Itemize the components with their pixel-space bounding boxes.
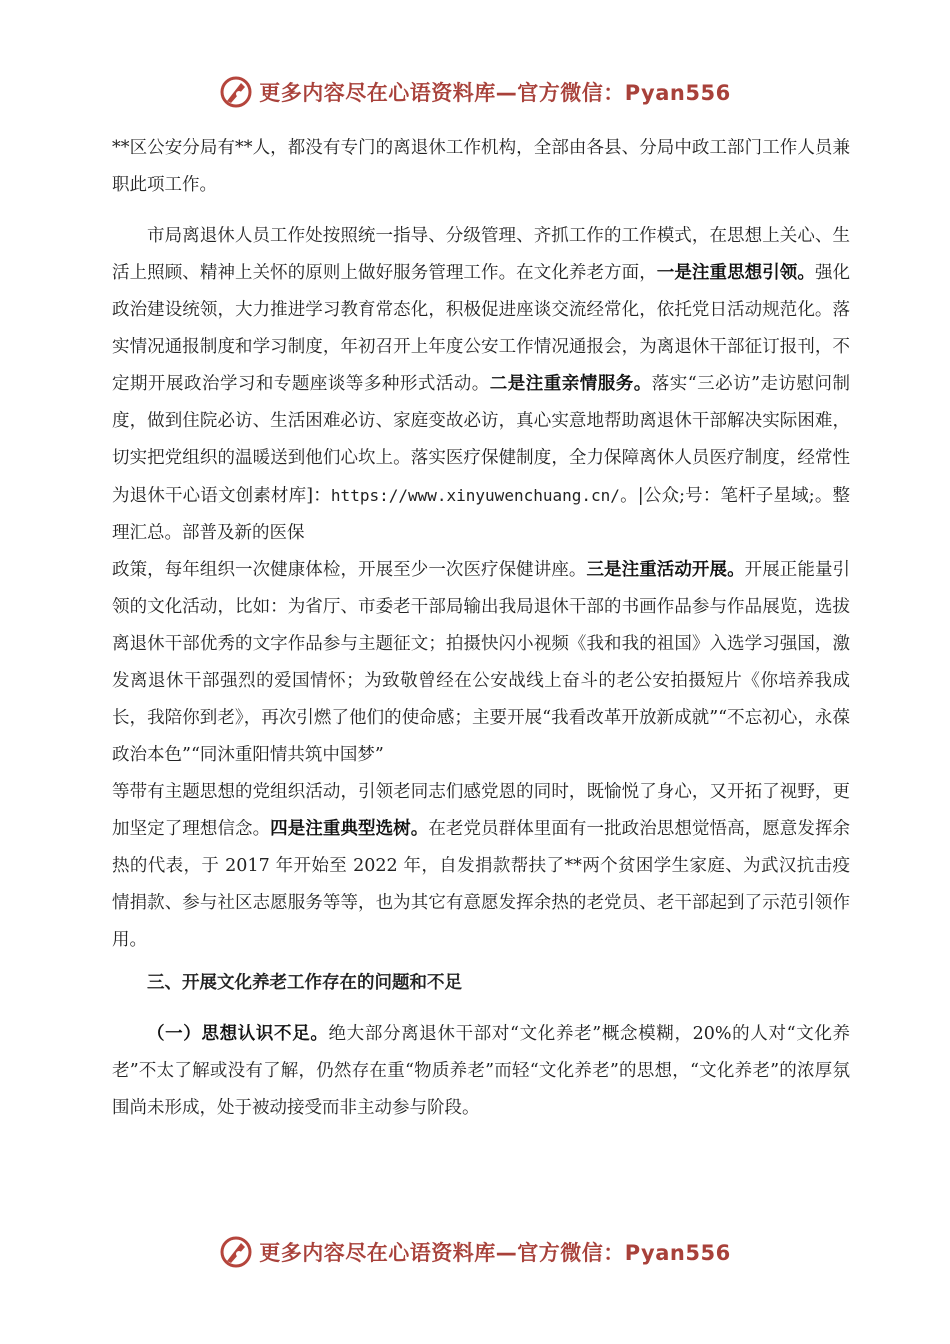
section-heading: 三、开展文化养老工作存在的问题和不足: [147, 973, 462, 993]
paragraph-2: 市局离退休人员工作处按照统一指导、分级管理、齐抓工作的工作模式，在思想上关心、生活上照顾、精神上关怀的原则上做好服务管理工作。在文化养老方面，一是注重思想引领。强化政治建设统领，大力推进学习教育常态化，积极促进座谈交流经常化，依托党日活动规范化。落实情况通报制度和学习制度，年初召开上年度公安工作情况通报会，为离退休干部征订报刊，不定期开展政治学习和专题座谈等多种形式活动。二是注重亲情服务。落实“三必访”走访慰问制度，做到住院必访、生活困难必访、家庭变故必访，真心实意地帮助离退休干部解决实际困难，切实把党组织的温暖送到他们心坎上。落实医疗保健制度，全力保障离休人员医疗制度，经常性为退休干心语文创素材库]：https://www.xinyuwenchuang.cn/。|公众;号：笔杆子星域;。整理汇总。部普及新的医保: [112, 226, 851, 543]
quill-logo-icon: [219, 75, 253, 109]
source-url: https://www.xinyuwenchuang.cn/: [330, 486, 620, 505]
footer-banner-text: 更多内容尽在心语资料库—官方微信：Pyan556: [259, 1241, 731, 1265]
paragraph-5: （一）思想认识不足。绝大部分离退休干部对“文化养老”概念模糊，20%的人对“文化养老”不太了解或没有了解，仍然存在重“物质养老”而轻“文化养老”的思想，“文化养老”的浓厚氛围尚未形成，处于被动接受而非主动参与阶段。: [112, 1024, 851, 1118]
point-1-title: 一是注重思想引领。: [656, 263, 815, 283]
point-2-title: 二是注重亲情服务。: [489, 374, 652, 394]
subsection-title: （一）思想认识不足。: [147, 1024, 329, 1044]
point-4-title: 四是注重典型选树。: [270, 819, 429, 839]
paragraph-4: 等带有主题思想的党组织活动，引领老同志们感党恩的同时，既愉悦了身心，又开拓了视野，更加坚定了理想信念。四是注重典型选树。在老党员群体里面有一批政治思想觉悟高，愿意发挥余热的代表，于 2017 年开始至 2022 年，自发捐款帮扶了**两个贫困学生家庭、为武汉抗击疫情捐款、参与社区志愿服务等等，也为其它有意愿发挥余热的老党员、老干部起到了示范引领作用。: [112, 782, 851, 950]
document-body: [112, 130, 850, 1127]
footer-banner: [0, 1232, 950, 1272]
header-banner: [0, 72, 950, 112]
quill-logo-icon: [219, 1235, 253, 1269]
point-3-title: 三是注重活动开展。: [586, 560, 745, 580]
header-banner-text: 更多内容尽在心语资料库—官方微信：Pyan556: [259, 81, 731, 105]
paragraph-1: **区公安分局有**人，都没有专门的离退休工作机构，全部由各县、分局中政工部门工作人员兼职此项工作。: [112, 138, 850, 195]
paragraph-3: 政策，每年组织一次健康体检，开展至少一次医疗保健讲座。三是注重活动开展。开展正能量引领的文化活动，比如：为省厅、市委老干部局输出我局退休干部的书画作品参与作品展览，选拔离退休干部优秀的文字作品参与主题征文；拍摄快闪小视频《我和我的祖国》入选学习强国，激发离退休干部强烈的爱国情怀；为致敬曾经在公安战线上奋斗的老公安拍摄短片《你培养我成长，我陪你到老》，再次引燃了他们的使命感；主要开展“我看改革开放新成就”“不忘初心，永葆政治本色”“同沐重阳情共筑中国梦”: [112, 560, 851, 765]
